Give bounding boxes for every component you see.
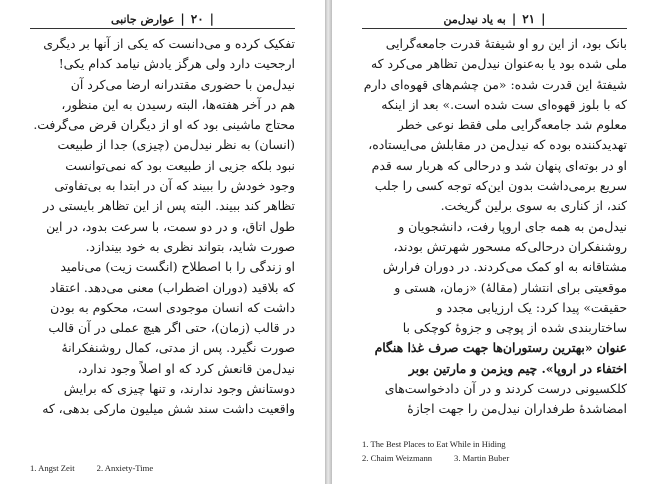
text-line: شیفتهٔ این قدرت شده: «من چشم‌های قهوه‌ای دارم	[363, 76, 627, 92]
header-separator: |	[541, 12, 546, 26]
text-line: بانک بود، از این رو او شیفتهٔ قدرت جامعه‌گرایی	[385, 36, 627, 51]
right-page	[332, 0, 657, 484]
page-number: ۲۱	[522, 12, 536, 26]
footnote: 2. Anxiety-Time	[96, 463, 154, 473]
text-line: که با بلوز قهوه‌ای ست شده است.» بعد از اینکه	[381, 96, 627, 112]
text-line: کلکسیونی درست کردند و در آن دادخواست‌های	[384, 381, 627, 397]
running-title: عوارض جانبی	[110, 12, 175, 26]
text-line: او در بوته‌ای پنهان شد و درحالی که هربار سه قدم	[371, 157, 627, 173]
header-separator: |	[180, 12, 185, 26]
text-line: در قالب (زمان)، حتی اگر هیچ عملی در آن قالب	[48, 320, 295, 336]
text-line: ساختاربندی شده از پوچی و جزوهٔ کوچکی با	[402, 320, 627, 336]
text-line: تظاهر کند ببیند. البته پس از این تظاهر بایستی در	[43, 198, 295, 214]
text-line: که بلاقید (دوران اضطراب) معنی می‌دهد. اعتقاد	[49, 279, 295, 295]
page-number: ۲۰	[190, 12, 204, 26]
running-title: به یاد نیدل‌من	[443, 12, 506, 26]
book-gutter	[325, 0, 332, 484]
text-line: اختفاء در اروپا». چیم ویزمن و مارتین بوبر	[408, 360, 627, 376]
footnote: 2. Chaim Weizmann	[362, 453, 433, 463]
left-page-body	[30, 34, 295, 420]
text-line: صورت نگیرد. پس از مدتی، کمال روشنفکرانهٔ	[61, 340, 295, 356]
header-separator: |	[209, 12, 215, 26]
text-line: هم در آخر هفته‌ها، البته رسیدن به این منظور،	[61, 96, 295, 112]
footnote: 1. Angst Zeit	[30, 463, 75, 473]
text-line: (انسان) به نظر نیدل‌من (چیزی) جدا از طبیعت	[57, 137, 295, 153]
text-line: واقعیت داشت سند شش میلیون مارکی بدهی، که	[42, 401, 295, 417]
text-line: معلوم شد جامعه‌گرایی ملی فقط نوعی خطر	[397, 117, 627, 133]
left-page-header	[30, 10, 295, 29]
text-line: محتاج ماشینی بود که او از دیگران قرض می‌گرفت.	[33, 117, 295, 133]
text-line: طول اتاق، و در دو سمت، با سرعت بدود، در این	[46, 218, 295, 234]
right-footnotes	[362, 437, 627, 465]
right-page-body	[362, 34, 627, 420]
left-page	[0, 0, 325, 484]
text-line: داشت که انسان موجودی است، محکوم به بودن	[50, 299, 295, 315]
text-line: نیدل‌من به همه جای اروپا رفت، دانشجویان و	[398, 218, 627, 234]
footnote: 1. The Best Places to Eat While in Hiding	[362, 439, 506, 449]
footnote: 3. Martin Buber	[454, 453, 510, 463]
text-line: ارجحیت دارد ولی هرگز یادش نیامد کدام یکی!	[58, 56, 295, 72]
text-line: تفکیک کرده و می‌دانست که یکی از آنها بر دیگری	[43, 36, 295, 51]
text-line: عنوان «بهترین رستوران‌ها جهت صرف غذا هنگام	[374, 340, 627, 356]
text-line: صورت شاید، بتواند نظری به خود بیندازد.	[85, 238, 295, 254]
text-line: روشنفکران درحالی‌که مسحور شهرتش بودند،	[393, 238, 627, 254]
header-separator: |	[511, 12, 517, 26]
text-line: امضاشدهٔ طرفداران نیدل‌من را جهت اجازهٔ	[407, 401, 627, 417]
right-page-header	[362, 10, 627, 29]
text-line: حقیقت» پیدا کرد: یک ارزیابی مجدد و	[436, 299, 627, 315]
text-line: نیدل‌من با حضوری مقتدرانه ارضا می‌کرد آن	[70, 76, 295, 92]
text-line: دوستانش وجود ندارند، و تنها چیزی که برایش	[63, 381, 295, 397]
text-line: نیدل‌من قانعش کرد که او اصلاً وجود ندارد،	[77, 360, 295, 376]
text-line: کند، از کناری به سوی برلین گریخت.	[440, 198, 627, 214]
text-line: تهدیدکننده بوده که نیدل‌من در مقابلش می‌ایستاده،	[368, 137, 627, 153]
text-line: وجود خودش را ببیند که آن‌ در ابتدا به بی‌تفاوتی	[54, 178, 295, 194]
text-line: ملی شده بود یا به‌عنوان نیدل‌من تظاهر می‌کرد که	[371, 56, 627, 72]
left-footnotes	[30, 461, 295, 475]
text-line: نبود بلکه جزیی از طبیعت بود که نمی‌توانست	[65, 157, 295, 173]
text-line: او زندگی را با اصطلاح (انگست زیت) می‌نامید	[60, 259, 295, 275]
text-line: سریع برمی‌داشت بدون این‌که توجه کسی را جلب	[374, 178, 627, 194]
text-line: موقعیتی برای انتشار (مقالهٔ) «زمان، هستی و	[394, 279, 627, 295]
text-line: مشتاقانه به او کمک می‌کردند. در دوران فرارش	[382, 259, 627, 275]
